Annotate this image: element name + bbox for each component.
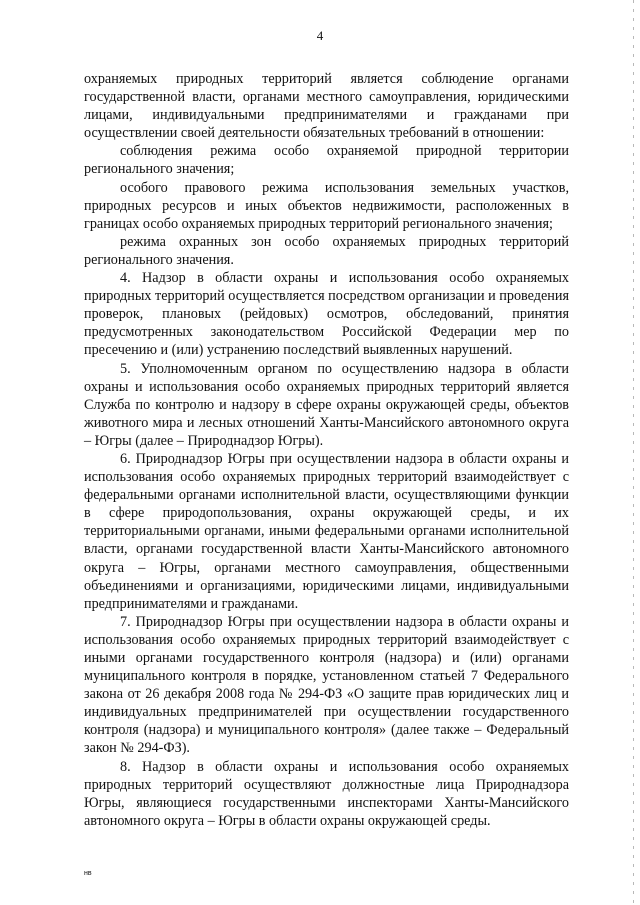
paragraph-item-protective-zones: режима охранных зон особо охраняемых природных территорий регионального значения. — [84, 233, 569, 268]
footer-initials: нв — [84, 870, 92, 877]
paragraph-item-legal-regime: особого правового режима использования земельных участков, природных ресурсов и иных объектов недвижимости, расположенных в границах особо охраняемых природных территорий регионального значения; — [84, 179, 569, 232]
paragraph-item-regime: соблюдения режима особо охраняемой природной территории регионального значения; — [84, 143, 569, 178]
paragraph-clause-6: 6. Природнадзор Югры при осуществлении надзора в области охраны и использования особо охраняемых природных территорий взаимодействует с федеральными органами исполнительной власти, осуществляющими функции в сфере природопользования, охраны окружающей среды, и их территориальными органами, иными федеральными органами исполнительной власти, органами государственной власти Ханты-Мансийского автономного округа – Югры, органами местного самоуправления, общественными объединениями и организациями, юридическими лицами, индивидуальными предпринимателями и гражданами. — [84, 450, 569, 612]
page-number: 4 — [316, 28, 324, 43]
paragraph-intro: охраняемых природных территорий является соблюдение органами государственной власти, органами местного самоуправления, юридическими лицами, индивидуальными предпринимателями и гражданами при осуществлении своей деятельности обязательных требований в отношении: — [84, 71, 569, 142]
scan-edge-artifact — [633, 0, 634, 905]
paragraph-clause-4: 4. Надзор в области охраны и использования особо охраняемых природных территорий осуществляется посредством организации и проведения проверок, плановых (рейдовых) осмотров, обследований, принятия предусмотренных законодательством Российской Федерации мер по пресечению и (или) устранению последствий выявленных нарушений. — [84, 270, 569, 359]
paragraph-clause-5: 5. Уполномоченным органом по осуществлению надзора в области охраны и использования особо охраняемых природных территорий является Служба по контролю и надзору в сфере охраны окружающей среды, объектов животного мира и лесных отношений Ханты-Мансийского автономного округа – Югры (далее – Природнадзор Югры). — [84, 360, 569, 449]
document-body — [84, 70, 569, 830]
paragraph-clause-7: 7. Природнадзор Югры при осуществлении надзора в области охраны и использования особо охраняемых природных территорий взаимодействует с иными органами государственного контроля (надзора) и (или) органами муниципального контроля в порядке, установленном статьей 7 Федерального закона от 26 декабря 2008 года № 294-ФЗ «О защите прав юридических лиц и индивидуальных предпринимателей при осуществлении государственного контроля (надзора) и муниципального контроля» (далее также – Федеральный закон № 294-ФЗ). — [84, 613, 569, 757]
paragraph-clause-8: 8. Надзор в области охраны и использования особо охраняемых природных территорий осуществляют должностные лица Природнадзора Югры, являющиеся государственными инспекторами Ханты-Мансийского автономного округа – Югры в области охраны окружающей среды. — [84, 758, 569, 829]
